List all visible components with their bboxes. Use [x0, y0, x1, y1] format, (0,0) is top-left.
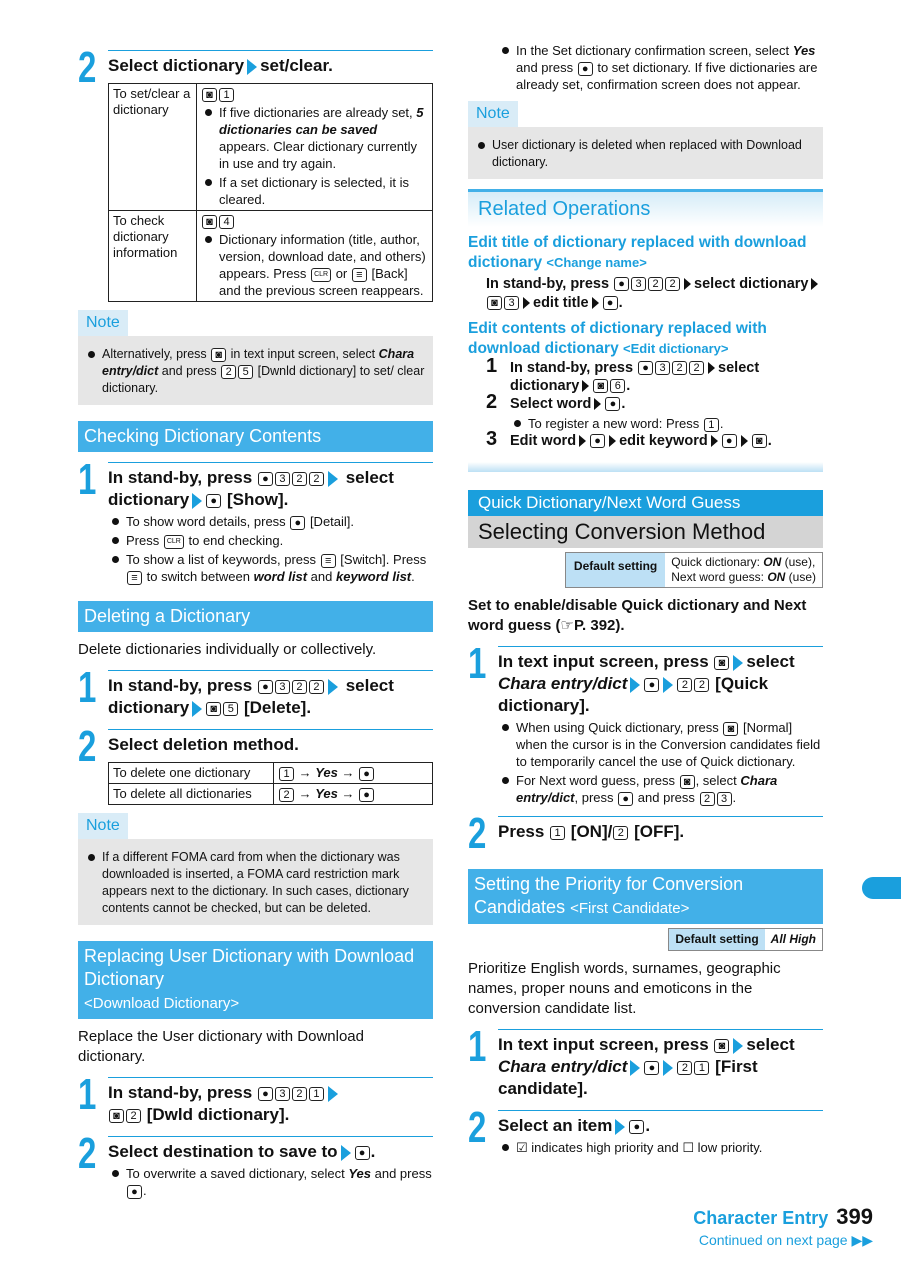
- camera-key-icon: ◙: [211, 348, 226, 362]
- related-operations-title: Related Operations: [468, 189, 823, 227]
- note-tab: Note: [78, 310, 128, 336]
- divider: [468, 462, 823, 472]
- table-row: To set/clear a dictionary ◙ 1 If five dictionaries are already set, 5 dictionaries can be saved appears. Clear dictionary currently in use and try again. If a set dictionary is selected, it is cleared.: [109, 84, 433, 211]
- section-deleting-title: Deleting a Dictionary: [78, 601, 433, 632]
- section-replacing-title: Replacing User Dictionary with Download Dictionary <Download Dictionary>: [78, 941, 433, 1019]
- arrow-icon: [192, 701, 202, 717]
- arrow-icon: [328, 679, 338, 695]
- arrow-icon: [328, 1086, 338, 1102]
- table-row: To check dictionary information ◙ 4 Dictionary information (title, author, version, download date, and others) appears. Press CLR or ≡ [Back] and the previous screen reappears.: [109, 211, 433, 302]
- note-box: Alternatively, press ◙ in text input screen, select Chara entry/dict and press 2 5 [Dwnld dictionary] to set/ clear dictionary.: [78, 336, 433, 405]
- step-delete-2: 2 Select deletion method. To delete one dictionary 1 → Yes → ● To delete all dictionaries 2 → Yes → ●: [78, 729, 433, 805]
- default-setting-box: Default setting All High: [668, 928, 823, 951]
- arrow-icon: [247, 59, 257, 75]
- step-checking: 1 In stand-by, press ● 3 2 2 select dictionary ● [Show]. To show word details, press ● [Detail]. Press CLR to end checking. To show a list of keywords, press ≡ [Switch]. Press ≡ to switch between word list and keyword list.: [78, 462, 433, 585]
- step-delete-1: 1 In stand-by, press ● 3 2 2 select dictionary ◙ 5 [Delete].: [78, 670, 433, 719]
- note-tab: Note: [468, 101, 518, 127]
- right-column: In the Set dictionary confirmation screen, select Yes and press ● to set dictionary. If five dictionaries are already set, confirmation screen does not appear. Note User dictionary is deleted when replaced with Download dictionary. Related Operations Edit title of dictionary replaced with download dictionary <Change name> In stand-by, press ● 3 2 2 select dictionary◙ 3 edit title ● . Edit contents of dictionary replaced with download dictionary <Edit dictionary> 1 In stand-by, press ● 3 2 2 select dictionary ◙ 6 . 2 Select word ● . To register a new word: Press 1 . 3 Edit word ● edit keyword ● ◙ . Quick Dictionary/Next Word Guess Selecting Conversion Method Default setting Quick dictionary: ON (use), Next word guess: ON (use) Set to enable/disable Quick dictionary and Next word guess (☞P. 392). 1 In text input screen, press ◙ select Chara entry/dict ● 2 2 [Quick dictionary]. When using Quick dictionary, press ◙ [Normal] when the cursor is in the Conversion candidates field to temporarily cancel the use of Quick dictionary. For Next word guess, press ◙ , select Chara entry/dict, press ● and press 2 3 . 2 Press 1 [ON]/ 2 [OFF]. Setting the Priority for Conversion Candidates <First Candidate> Default setting All High Prioritize English words, surnames, geographic names, proper nouns and emoticons in the conversion candidate list. 1 In text input screen, press ◙ select Chara entry/dict ● 2 1 [First candidate]. 2 Select an item ● . ☑ indicates high priority and ☐ low priority.: [468, 40, 823, 1156]
- quick-dictionary-bar: Quick Dictionary/Next Word Guess: [468, 490, 823, 516]
- note-box: User dictionary is deleted when replaced with Download dictionary.: [468, 127, 823, 179]
- step-replace-2: 2 Select destination to save to ● . To overwrite a saved dictionary, select Yes and press ● .: [78, 1129, 432, 1198]
- step-heading: Select dictionary set/clear.: [108, 50, 433, 77]
- footer-section: Character Entry: [693, 1208, 829, 1228]
- checkbox-empty-icon: ☐: [682, 1140, 694, 1155]
- continued-link[interactable]: Continued on next page ▶▶: [698, 1232, 873, 1248]
- default-setting-box: Default setting Quick dictionary: ON (use), Next word guess: ON (use): [565, 552, 823, 588]
- arrow-icon: [328, 471, 338, 487]
- step-priority-2: 2 Select an item ● . ☑ indicates high priority and ☐ low priority.: [468, 1110, 823, 1156]
- arrow-icon: [733, 1038, 743, 1054]
- section-checking-title: Checking Dictionary Contents: [78, 421, 433, 452]
- arrow-icon: [630, 677, 640, 693]
- camera-key-icon: ◙: [202, 88, 217, 102]
- step-quick-2: 2 Press 1 [ON]/ 2 [OFF].: [468, 816, 823, 843]
- footer: [693, 1204, 873, 1249]
- arrow-icon: [663, 677, 673, 693]
- related-link-change-name[interactable]: Edit title of dictionary replaced with download dictionary <Change name>: [468, 234, 807, 271]
- page-number: 399: [836, 1204, 873, 1229]
- camera-key-icon: ◙: [202, 215, 217, 229]
- checkbox-checked-icon: ☑: [516, 1140, 528, 1155]
- note-box: If a different FOMA card from when the dictionary was downloaded is inserted, a FOMA card restriction mark appears next to the dictionary. In such cases, dictionary contents cannot be checked, but can be deleted.: [78, 839, 433, 925]
- priority-title: Setting the Priority for Conversion Candidates <First Candidate>: [468, 869, 823, 924]
- left-column: 2 Select dictionary set/clear. To set/clear a dictionary ◙ 1 If five dictionaries are already set, 5 dictionaries can be saved appears. Clear dictionary currently in use and try again. If a set dictionary is selected, it is cleared. To check dictionary information ◙ 4 Dictionary information (title, author, version, download date, and others) appears. Press CLR or ≡ [Back] and the previous screen reappears. Note Alternatively, press ◙ in text input screen, select Chara entry/dict and press 2 5 [Dwnld dictionary] to set/ clear dictionary. Checking Dictionary Contents 1 In stand-by, press ● 3 2 2 select dictionary ● [Show]. To show word details, press ● [Detail]. Press CLR to end checking. To show a list of keywords, press ≡ [Switch]. Press ≡ to switch between word list and keyword list. Deleting a Dictionary Delete dictionaries individually or collectively. 1 In stand-by, press ● 3 2 2 select dictionary ◙ 5 [Delete]. 2 Select deletion method. To delete one dictionary 1 → Yes → ● To delete all dictionaries 2 → Yes → ● Note If a different FOMA card from when the dictionary was downloaded is inserted, a FOMA card restriction mark appears next to the dictionary. In such cases, dictionary contents cannot be checked, but can be deleted. Replacing User Dictionary with Download Dictionary <Download Dictionary> Replace the User dictionary with Download dictionary. 1 In stand-by, press ● 3 2 1 ◙ 2 [Dwld dictionary]. 2 Select destination to save to ● . To overwrite a saved dictionary, select Yes and press ● .: [78, 43, 432, 1198]
- table-row: To delete all dictionaries 2 → Yes → ●: [109, 784, 433, 805]
- conversion-method-title: Selecting Conversion Method: [468, 516, 823, 548]
- camera-key-icon: ◙: [206, 702, 221, 716]
- delete-method-table: [108, 762, 433, 805]
- arrow-icon: [733, 655, 743, 671]
- arrow-icon: [341, 1145, 351, 1161]
- chapter-index-tab: [862, 877, 901, 899]
- set-clear-table: [108, 83, 433, 302]
- related-link-edit-dictionary[interactable]: Edit contents of dictionary replaced with download dictionary <Edit dictionary>: [468, 320, 767, 357]
- step-quick-1: 1 In text input screen, press ◙ select Chara entry/dict ● 2 2 [Quick dictionary]. When using Quick dictionary, press ◙ [Normal] when the cursor is in the Conversion candidates field to temporarily cancel the use of Quick dictionary. For Next word guess, press ◙ , select Chara entry/dict, press ● and press 2 3 .: [468, 646, 823, 806]
- arrow-icon: [192, 493, 202, 509]
- step-number: 2: [78, 43, 97, 92]
- table-row: To delete one dictionary 1 → Yes → ●: [109, 763, 433, 784]
- step-priority-1: 1 In text input screen, press ◙ select Chara entry/dict ● 2 1 [First candidate].: [468, 1029, 823, 1100]
- double-arrow-icon: ▶▶: [851, 1232, 873, 1248]
- camera-key-icon: ◙: [109, 1109, 124, 1123]
- arrow-icon: [615, 1119, 625, 1135]
- arrow-icon: [663, 1060, 673, 1076]
- note-tab: Note: [78, 813, 128, 839]
- arrow-icon: [630, 1060, 640, 1076]
- step-select-dictionary: [78, 43, 433, 302]
- step-replace-1: 1 In stand-by, press ● 3 2 1 ◙ 2 [Dwld dictionary].: [78, 1077, 433, 1126]
